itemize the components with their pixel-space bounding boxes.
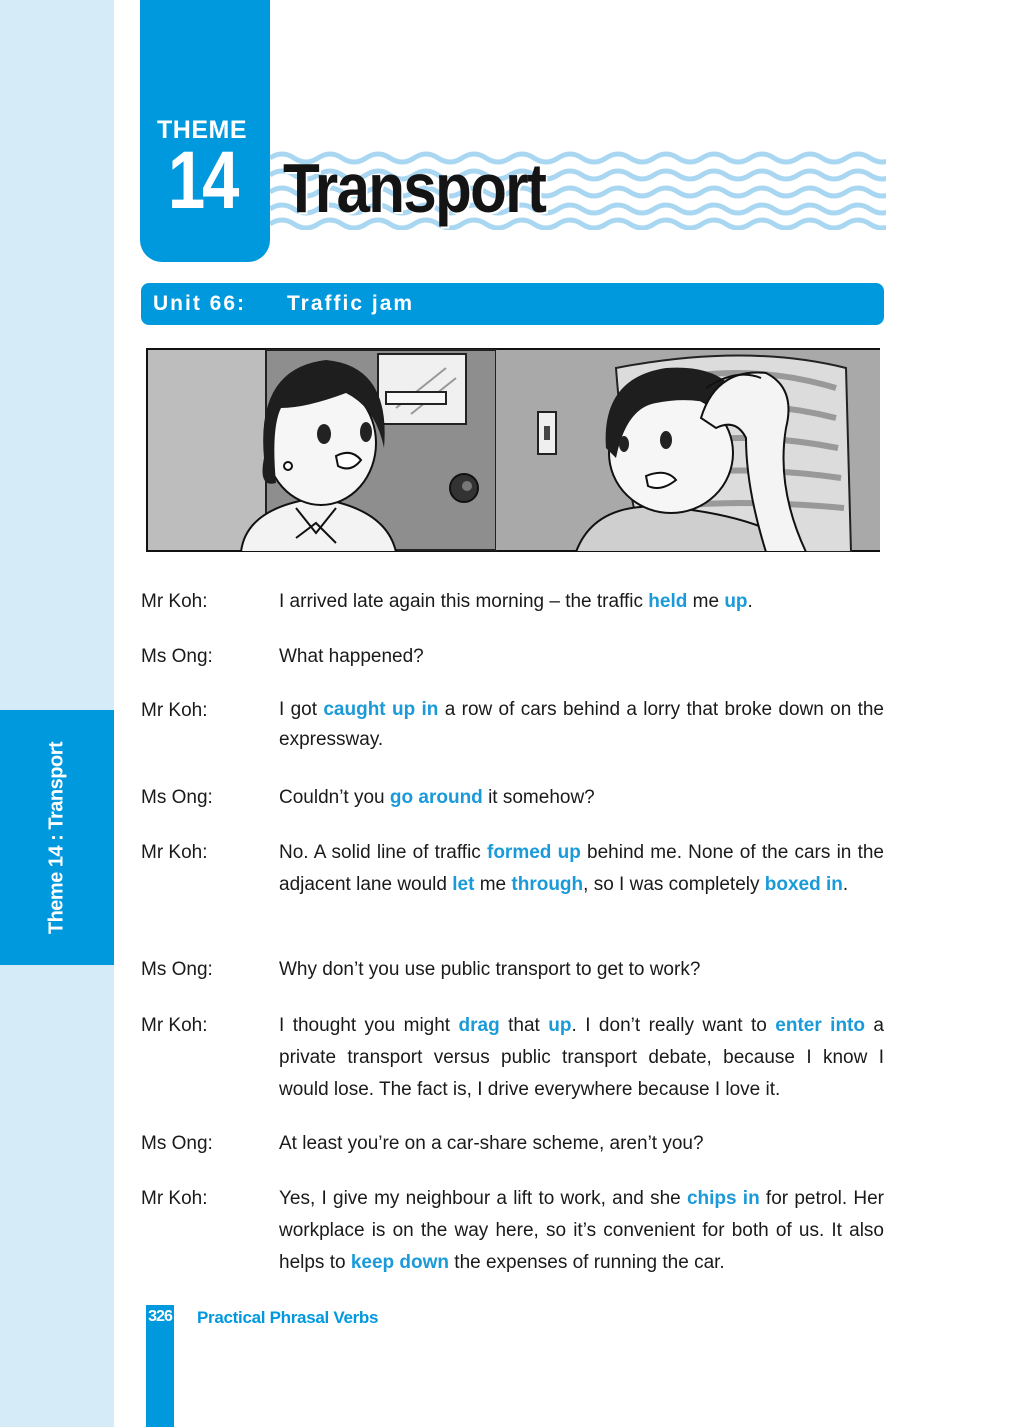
- phrasal-verb: drag: [458, 1015, 500, 1036]
- speaker-name: Mr Koh:: [141, 1188, 208, 1209]
- phrasal-verb: formed up: [487, 842, 581, 863]
- unit-title: Traffic jam: [287, 292, 415, 315]
- book-title: Practical Phrasal Verbs: [197, 1308, 379, 1327]
- dialogue-text: a private transport versus public transport debate, because I know I would lose. The fact is, I drive everywhere because I love it.: [279, 1015, 884, 1100]
- dialogue-text: Couldn’t you: [279, 787, 390, 808]
- speaker-name: Ms Ong:: [141, 1133, 213, 1154]
- dialogue-line: [279, 586, 884, 618]
- dialogue-text: Why don’t you use public transport to get to work?: [279, 959, 701, 980]
- dialogue-text: me: [474, 874, 512, 895]
- phrasal-verb: let: [452, 874, 475, 895]
- dialogue-text: behind me. None of the cars in the adjacent lane would: [279, 842, 884, 895]
- unit-label: Unit 66:: [153, 292, 247, 315]
- speaker-name: Mr Koh:: [141, 591, 208, 612]
- comic-illustration: [146, 348, 880, 552]
- theme-word: THEME: [157, 116, 247, 144]
- dialogue-line: [279, 1010, 884, 1106]
- dialogue-text: I got: [279, 699, 324, 720]
- dialogue-line: [279, 695, 884, 755]
- dialogue-text: it somehow?: [482, 787, 595, 808]
- phrasal-verb: enter into: [775, 1015, 865, 1036]
- phrasal-verb: chips in: [686, 1188, 760, 1209]
- dialogue-text: the expenses of running the car.: [449, 1252, 725, 1273]
- dialogue-text: .: [842, 874, 849, 895]
- dialogue-line: [279, 782, 884, 814]
- dialogue-line: [279, 1183, 884, 1279]
- phrasal-verb: boxed in: [764, 874, 843, 895]
- phrasal-verb: up: [724, 591, 748, 612]
- dialogue-line: [279, 1128, 884, 1160]
- speaker-name: Mr Koh:: [141, 842, 208, 863]
- dialogue-text: .: [747, 591, 753, 612]
- page-number: 326: [148, 1308, 172, 1325]
- phrasal-verb: keep down: [350, 1252, 450, 1273]
- phrasal-verb: held: [648, 591, 688, 612]
- speaker-name: Mr Koh:: [141, 1015, 208, 1036]
- dialogue-text: for petrol. Her workplace is on the way here, so it’s convenient for both of us. It also helps to: [279, 1188, 884, 1273]
- phrasal-verb: up: [548, 1015, 572, 1036]
- speaker-name: Ms Ong:: [141, 787, 213, 808]
- unit-header-bar: [141, 283, 884, 325]
- speaker-name: Ms Ong:: [141, 646, 213, 667]
- dialogue-line: [279, 837, 884, 901]
- dialogue-text: , so I was completely: [583, 874, 765, 895]
- dialogue-text: Yes, I give my neighbour a lift to work, and she: [279, 1188, 687, 1209]
- dialogue-text: No. A solid line of traffic: [279, 842, 487, 863]
- phrasal-verb: through: [511, 874, 584, 895]
- dialogue-text: . I don’t really want to: [571, 1015, 776, 1036]
- speaker-name: Mr Koh:: [141, 700, 208, 721]
- dialogue-text: What happened?: [279, 646, 424, 667]
- dialogue-text: a row of cars behind a lorry that broke down on the expressway.: [279, 699, 884, 750]
- dialogue-text: me: [687, 591, 725, 612]
- speaker-name: Ms Ong:: [141, 959, 213, 980]
- dialogue-line: [279, 641, 884, 673]
- phrasal-verb: caught up in: [323, 699, 439, 720]
- theme-number: 14: [167, 135, 237, 226]
- dialogue-text: I thought you might: [279, 1015, 459, 1036]
- dialogue-line: [279, 954, 884, 986]
- dialogue-text: I arrived late again this morning – the traffic: [279, 591, 649, 612]
- theme-title: Transport: [283, 149, 546, 227]
- dialogue-text: At least you’re on a car-share scheme, aren’t you?: [279, 1133, 704, 1154]
- side-tab-label: Theme 14 : Transport: [45, 741, 68, 935]
- phrasal-verb: go around: [389, 787, 483, 808]
- dialogue-text: that: [499, 1015, 549, 1036]
